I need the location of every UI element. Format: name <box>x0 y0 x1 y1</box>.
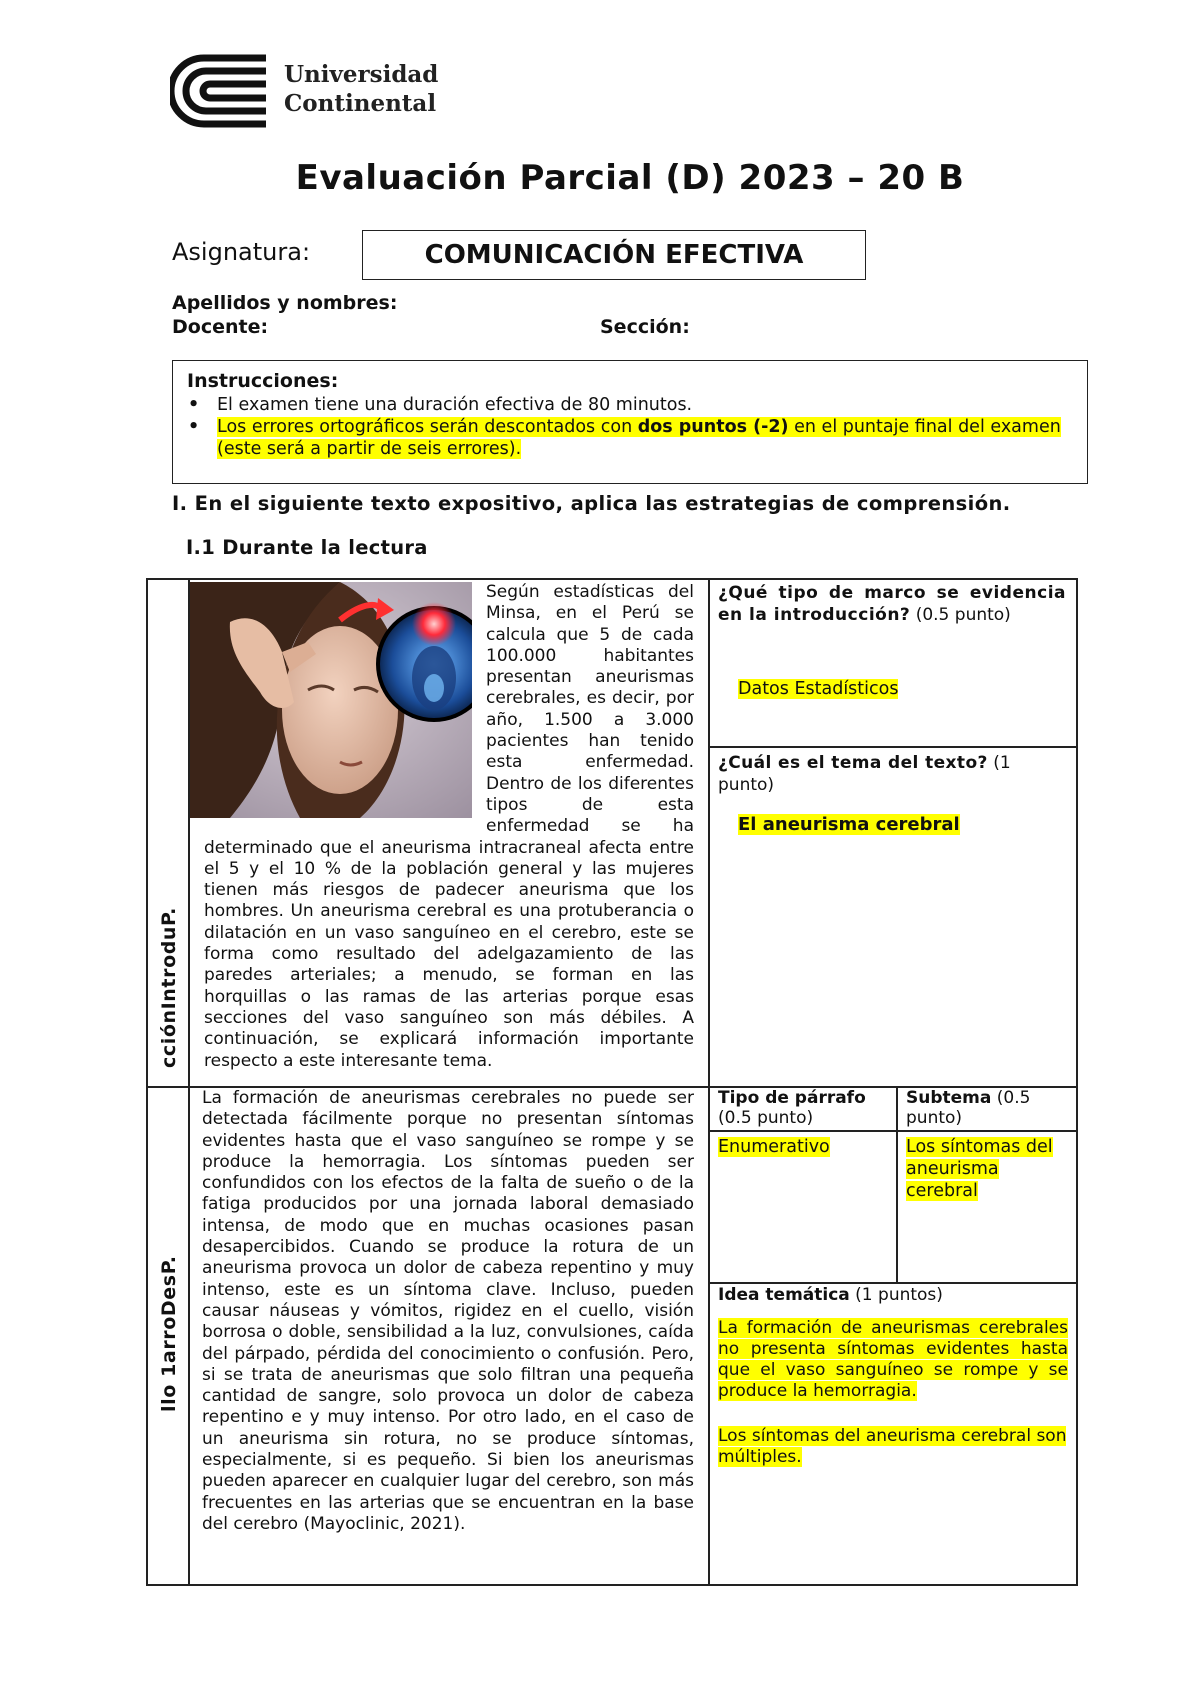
question-subtema-points: (0.5 punto) <box>906 1088 1031 1128</box>
headache-photo-icon <box>190 582 472 818</box>
instruction-item-2-text-c: en el puntaje final del examen (este será a partir de seis errores). <box>217 417 1061 459</box>
question-marco <box>718 582 1066 626</box>
answer-idea-tematica-1-text: La formación de aneurismas cerebrales no presenta síntomas evidentes hasta que el vaso sanguíneo se rompe y se produce la hemorragia. <box>718 1318 1068 1401</box>
table-divider-q1 <box>708 746 1076 748</box>
question-idea-tematica-text: Idea temática <box>718 1285 850 1305</box>
passage-introduccion <box>204 582 694 1072</box>
row-label-desarrollo: llo 1arroDesP. <box>158 1255 180 1412</box>
answer-marco <box>738 678 898 700</box>
question-marco-text: ¿Qué tipo de marco se evidencia en la introducción? <box>718 583 1066 625</box>
logo-text <box>284 60 438 118</box>
apellidos-label: Apellidos y nombres: <box>172 292 398 314</box>
logo-line-1: Universidad <box>284 61 439 88</box>
logo-line-2: Continental <box>284 90 437 117</box>
answer-tipo-parrafo <box>718 1136 830 1158</box>
answer-subtema <box>906 1136 1056 1202</box>
question-tema <box>718 752 1066 796</box>
answer-tema-text: El aneurisma cerebral <box>738 814 960 835</box>
question-tema-points: (1 punto) <box>718 753 1011 795</box>
question-marco-points: (0.5 punto) <box>915 605 1011 625</box>
reading-table <box>146 578 1078 1586</box>
instructions-title: Instrucciones: <box>187 370 339 392</box>
instruction-item-2-text-a: Los errores ortográficos serán descontados con <box>217 417 638 437</box>
question-subtema-text: Subtema <box>906 1088 992 1108</box>
headache-brain-image <box>190 582 472 818</box>
section-subheading: I.1 Durante la lectura <box>186 536 428 559</box>
table-divider-q3 <box>708 1130 1076 1132</box>
exam-title: Evaluación Parcial (D) 2023 – 20 B <box>295 158 965 198</box>
answer-tema <box>738 814 960 836</box>
answer-subtema-text: Los síntomas del aneurisma cerebral <box>906 1137 1053 1201</box>
continental-logo-icon <box>170 54 270 128</box>
question-tipo-parrafo-text: Tipo de párrafo <box>718 1088 866 1108</box>
instruction-item-1-text: El examen tiene una duración efectiva de 80 minutos. <box>217 395 693 415</box>
question-idea-tematica <box>718 1284 1068 1306</box>
asignatura-value-box: COMUNICACIÓN EFECTIVA <box>362 230 866 280</box>
docente-label: Docente: <box>172 316 269 338</box>
instruction-item-2-text-b: dos puntos (-2) <box>637 417 789 437</box>
section-heading: I. En el siguiente texto expositivo, aplica las estrategias de comprensión. <box>172 492 1011 515</box>
answer-idea-tematica-2 <box>718 1426 1068 1468</box>
question-subtema <box>906 1088 1070 1128</box>
table-divider-main <box>708 580 710 1584</box>
instruction-item-1 <box>187 394 1073 416</box>
answer-idea-tematica-2-text: Los síntomas del aneurisma cerebral son múltiples. <box>718 1426 1067 1467</box>
question-tipo-parrafo-points: (0.5 punto) <box>718 1108 814 1128</box>
answer-tipo-parrafo-text: Enumerativo <box>718 1137 830 1157</box>
table-divider-subtema <box>896 1088 898 1284</box>
asignatura-label: Asignatura: <box>172 238 311 266</box>
seccion-label: Sección: <box>600 316 690 338</box>
instructions-list <box>187 394 1073 460</box>
answer-idea-tematica-1 <box>718 1318 1068 1402</box>
passage-desarrollo-1: La formación de aneurismas cerebrales no puede ser detectada fácilmente porque no presentan síntomas evidentes hasta que el vaso sanguíneo se rompe y se produce la hemorragia. Los síntomas pueden ser confundidos con los efectos de la falta de sueño o de la fatiga producidos por una jornada laboral demasiado intensa, de modo que en muchas ocasiones pasan desapercibidos. Cuando se produce la rotura de un aneurisma provoca un dolor de cabeza repentino y muy intenso, este es un síntoma clave. Incluso, pueden causar náuseas y vómitos, rigidez en el cuello, visión borrosa o doble, sensibilidad a la luz, convulsiones, caída del párpado, pérdida del conocimiento o confusión. Pero, si se trata de aneurismas que solo filtran una pequeña cantidad de sangre, solo provoca un dolor de cabeza repentino e y muy intenso. Por otro lado, en el caso de un aneurisma sin rotura, no se produce síntomas, especialmente, si es pequeño. Si bien los aneurismas pueden aparecer en cualquier lugar del cerebro, son más frecuentes en las arterias que se encuentran en la base del cerebro (Mayoclinic, 2021). <box>202 1088 694 1534</box>
university-logo <box>170 54 450 134</box>
question-idea-tematica-points: (1 puntos) <box>855 1285 943 1305</box>
answer-marco-text: Datos Estadísticos <box>738 679 899 699</box>
row-label-introduccion: cciónIntroduP. <box>158 907 180 1068</box>
question-tema-text: ¿Cuál es el tema del texto? <box>718 753 988 773</box>
instruction-item-2 <box>187 416 1073 460</box>
instructions-box <box>172 360 1088 484</box>
question-tipo-parrafo <box>718 1088 894 1128</box>
passage-introduccion-text: Según estadísticas del Minsa, en el Perú se calcula que 5 de cada 100.000 habitantes presentan aneurismas cerebrales, es decir, por año, 1.500 a 3.000 pacientes han tenido esta enfermedad. Dentro de los diferentes tipos de esta enfermedad se ha determinado que el aneurisma intracraneal afecta entre el 5 y el 10 % de la población general y las mujeres tienen más riesgos de padecer aneurisma que los hombres. Un aneurisma cerebral es una protuberancia o dilatación en un vaso sanguíneo en el cerebro, este se forma como resultado del adelgazamiento de las paredes arteriales; a menudo, se forman en las horquillas o las ramas de las arterias porque esas secciones del vaso sanguíneo son más débiles. A continuación, se explicará información importante respecto a este interesante tema. <box>204 582 694 1071</box>
